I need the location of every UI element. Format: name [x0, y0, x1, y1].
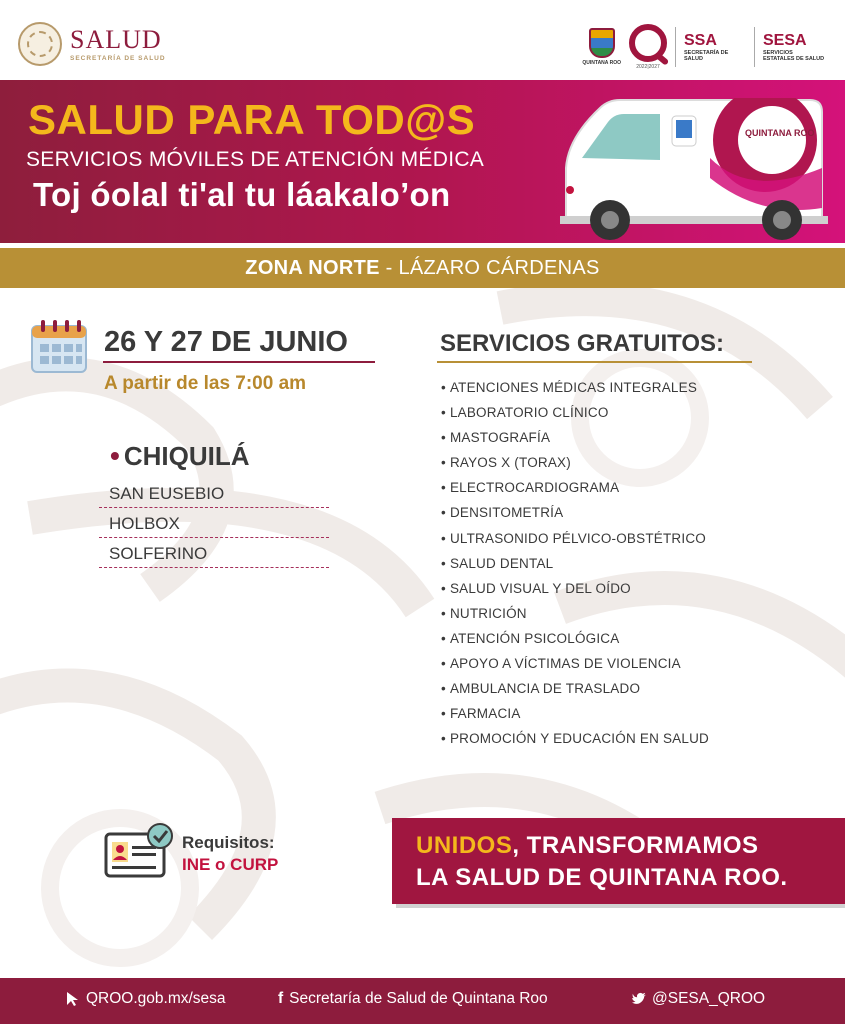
- service-item: • RAYOS X (TORAX): [441, 453, 709, 478]
- banner-subtitle: SERVICIOS MÓVILES DE ATENCIÓN MÉDICA: [26, 148, 485, 171]
- services-list: [441, 378, 709, 754]
- banner-title: SALUD PARA TOD@S: [28, 96, 476, 143]
- services-underline: [437, 361, 752, 363]
- slogan-line-1-rest: , TRANSFORMAMOS: [512, 832, 759, 859]
- requirements-label: Requisitos:: [182, 833, 275, 852]
- website-link[interactable]: QROO.gob.mx/sesa: [86, 990, 226, 1007]
- service-item: • MASTOGRAFÍA: [441, 428, 709, 453]
- location-item: SAN EUSEBIO: [99, 478, 329, 508]
- calendar-icon: [30, 318, 88, 376]
- banner-maya-text: Toj óolal ti'al tu láakalo’on: [33, 176, 451, 213]
- location-list: [99, 478, 329, 568]
- service-item: • APOYO A VÍCTIMAS DE VIOLENCIA: [441, 654, 709, 679]
- services-title: SERVICIOS GRATUITOS:: [440, 330, 725, 357]
- salud-subtitle: SECRETARÍA DE SALUD: [70, 54, 166, 62]
- service-item: • SALUD VISUAL Y DEL OÍDO: [441, 579, 709, 604]
- ambulance-van-icon: [560, 98, 828, 240]
- slogan-highlight: UNIDOS: [416, 832, 513, 859]
- footer: [0, 978, 845, 1024]
- twitter-handle[interactable]: @SESA_QROO: [652, 990, 766, 1007]
- main-location-name: CHIQUILÁ: [123, 441, 250, 471]
- service-item: • FARMACIA: [441, 704, 709, 729]
- zone-separator: -: [379, 256, 399, 279]
- cursor-icon: [66, 991, 80, 1007]
- footer-twitter[interactable]: [632, 990, 765, 1008]
- q-logo-caption: 2022|2027: [636, 64, 660, 70]
- service-item: • ATENCIÓN PSICOLÓGICA: [441, 629, 709, 654]
- event-time: A partir de las 7:00 am: [104, 373, 307, 394]
- service-item: • ELECTROCARDIOGRAMA: [441, 478, 709, 503]
- quintana-roo-shield-logo: [582, 28, 621, 66]
- q-ring-icon: [629, 24, 667, 62]
- facebook-link[interactable]: Secretaría de Salud de Quintana Roo: [289, 990, 548, 1007]
- service-item: • ULTRASONIDO PÉLVICO-OBSTÉTRICO: [441, 529, 709, 554]
- location-item: HOLBOX: [99, 508, 329, 538]
- shield-icon: [589, 28, 615, 58]
- location-item: SOLFERINO: [99, 538, 329, 568]
- service-item: • NUTRICIÓN: [441, 604, 709, 629]
- requirements-value: INE o CURP: [182, 855, 279, 874]
- footer-facebook[interactable]: [278, 990, 548, 1008]
- ssa-subtitle: SECRETARÍA DE SALUD: [684, 49, 729, 62]
- institution-logos: [582, 24, 825, 70]
- slogan-box: [392, 818, 845, 904]
- salud-logo: [18, 22, 166, 66]
- zone-bar: [0, 248, 845, 288]
- service-item: • ATENCIONES MÉDICAS INTEGRALES: [441, 378, 709, 403]
- service-item: • LABORATORIO CLÍNICO: [441, 403, 709, 428]
- footer-website[interactable]: [66, 990, 226, 1008]
- slogan-line-2: LA SALUD DE QUINTANA ROO.: [416, 864, 788, 891]
- sesa-title: SESA: [763, 31, 807, 49]
- service-item: • PROMOCIÓN Y EDUCACIÓN EN SALUD: [441, 729, 709, 754]
- ssa-title: SSA: [684, 31, 717, 49]
- service-item: • SALUD DENTAL: [441, 554, 709, 579]
- event-date: 26 Y 27 DE JUNIO: [104, 326, 348, 358]
- ssa-logo: [684, 32, 746, 63]
- twitter-icon: [632, 991, 646, 1007]
- shield-caption: QUINTANA ROO: [582, 60, 621, 66]
- salud-title: SALUD: [70, 24, 162, 54]
- divider: [675, 27, 676, 67]
- divider: [754, 27, 755, 67]
- zone-text: [245, 257, 599, 280]
- slogan-line-1: [416, 832, 759, 860]
- q-logo: [629, 24, 667, 70]
- zone-place: LÁZARO CÁRDENAS: [398, 256, 600, 279]
- main-location: [110, 440, 249, 472]
- date-underline: [103, 361, 375, 363]
- service-item: • DENSITOMETRÍA: [441, 503, 709, 528]
- id-card-icon: [104, 822, 176, 880]
- header: [0, 0, 845, 80]
- service-item: • AMBULANCIA DE TRASLADO: [441, 679, 709, 704]
- van-logo-text: QUINTANA ROO: [745, 128, 815, 138]
- mexico-seal-icon: [18, 22, 62, 66]
- zone-name: ZONA NORTE: [245, 256, 380, 279]
- sesa-logo: [763, 32, 825, 63]
- bullet-icon: •: [110, 440, 120, 471]
- sesa-subtitle: SERVICIOS ESTATALES DE SALUD: [763, 49, 825, 62]
- facebook-icon: f: [278, 990, 284, 1007]
